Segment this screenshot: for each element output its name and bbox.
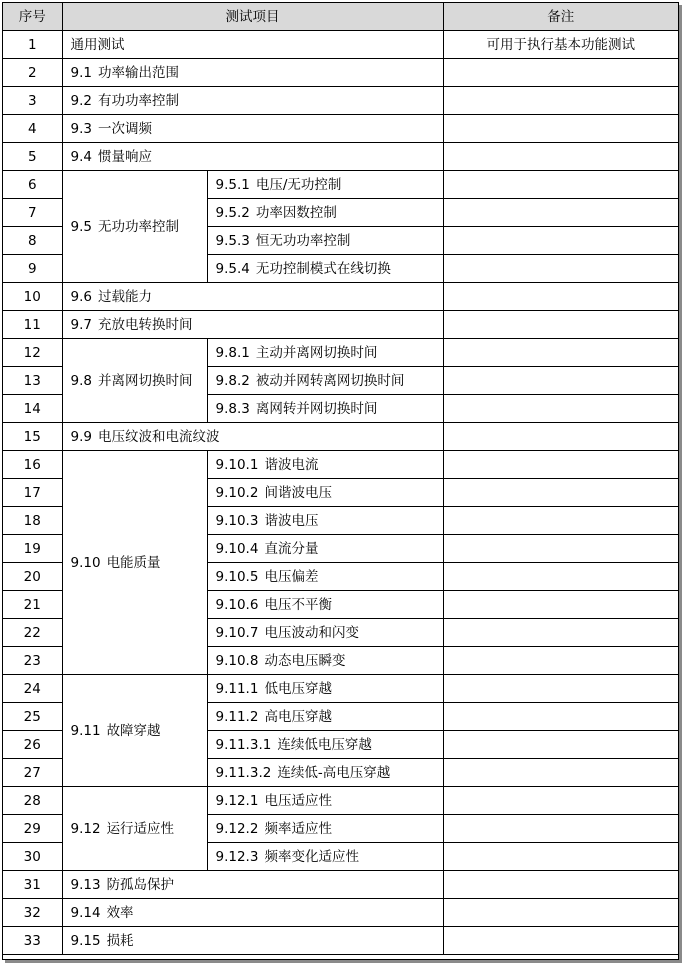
test-item-label: 效率: [106, 904, 134, 921]
remark-cell: [443, 199, 678, 227]
sub-item-label: 连续低电压穿越: [277, 736, 372, 753]
sub-item-label: 动态电压瞬变: [264, 652, 346, 669]
sub-item-label: 频率变化适应性: [264, 848, 359, 865]
test-item-cell: [62, 423, 443, 451]
test-item-cell: [62, 899, 443, 927]
remark-cell: [443, 871, 678, 899]
test-item-label: 充放电转换时间: [97, 316, 193, 333]
remark-cell: [443, 619, 678, 647]
clause-number: 9.5.1: [215, 176, 250, 193]
clause-number: 9.10.4: [215, 540, 259, 557]
remark-cell: [443, 311, 678, 339]
sub-item-cell: [207, 395, 443, 423]
test-item-cell: [62, 87, 443, 115]
header-remark: 备注: [443, 3, 678, 31]
test-item-label: 一次调频: [97, 120, 152, 137]
row-number: 1: [3, 31, 62, 59]
sub-item-cell: [207, 815, 443, 843]
clause-number: 9.8.2: [215, 372, 250, 389]
clause-number: 9.11.1: [215, 680, 259, 697]
table-row: [3, 899, 678, 927]
table-row: [3, 423, 678, 451]
remark-cell: [443, 227, 678, 255]
sub-item-label: 离网转并网切换时间: [255, 400, 378, 417]
clause-number: 9.10.2: [215, 484, 259, 501]
sub-item-cell: [207, 535, 443, 563]
remark-cell: [443, 591, 678, 619]
sub-item-cell: [207, 563, 443, 591]
row-number: 8: [3, 227, 62, 255]
table-row: [3, 787, 678, 815]
table-row: [3, 871, 678, 899]
test-item-label: 有功功率控制: [97, 92, 179, 109]
header-seq: 序号: [3, 3, 62, 31]
test-item-cell: [62, 143, 443, 171]
clause-number: 9.12: [70, 820, 101, 837]
remark-cell: [443, 87, 678, 115]
remark-cell: [443, 395, 678, 423]
sub-item-label: 谐波电流: [264, 456, 319, 473]
test-item-label: 惯量响应: [97, 148, 152, 165]
test-item-label: 防孤岛保护: [106, 876, 175, 893]
remark-cell: [443, 703, 678, 731]
clause-number: 9.12.2: [215, 820, 259, 837]
clause-number: 9.8.3: [215, 400, 250, 417]
row-number: 4: [3, 115, 62, 143]
clause-number: 9.10.5: [215, 568, 259, 585]
sub-item-cell: [207, 731, 443, 759]
remark-cell: [443, 563, 678, 591]
sub-item-label: 谐波电压: [264, 512, 319, 529]
sub-item-label: 频率适应性: [264, 820, 332, 837]
clause-number: 9.12.1: [215, 792, 259, 809]
sub-item-label: 间谐波电压: [264, 484, 332, 501]
clause-number: 9.3: [70, 120, 92, 137]
row-number: 30: [3, 843, 62, 871]
test-group-cell: [62, 787, 207, 871]
test-items-table-frame: [2, 2, 679, 960]
clause-number: 9.5.4: [215, 260, 250, 277]
clause-number: 9.1: [70, 64, 92, 81]
row-number: 32: [3, 899, 62, 927]
remark-cell: [443, 899, 678, 927]
clause-number: 9.5: [70, 218, 92, 235]
row-number: 33: [3, 927, 62, 955]
row-number: 11: [3, 311, 62, 339]
clause-number: 9.10: [70, 554, 101, 571]
row-number: 7: [3, 199, 62, 227]
sub-item-label: 电压/无功控制: [255, 176, 342, 193]
test-group-cell: [62, 339, 207, 423]
sub-item-label: 电压适应性: [264, 792, 332, 809]
sub-item-cell: [207, 227, 443, 255]
row-number: 24: [3, 675, 62, 703]
table-row: [3, 31, 678, 59]
remark-cell: [443, 675, 678, 703]
table-row: [3, 927, 678, 955]
clause-number: 9.5.2: [215, 204, 250, 221]
test-item-label: 损耗: [106, 932, 134, 949]
row-number: 26: [3, 731, 62, 759]
test-group-cell: [62, 675, 207, 787]
row-number: 18: [3, 507, 62, 535]
remark-cell: [443, 843, 678, 871]
row-number: 23: [3, 647, 62, 675]
clause-number: 9.10.8: [215, 652, 259, 669]
sub-item-cell: [207, 339, 443, 367]
row-number: 5: [3, 143, 62, 171]
table-header-row: [3, 3, 678, 31]
clause-number: 9.15: [70, 932, 101, 949]
clause-number: 9.6: [70, 288, 92, 305]
test-group-cell: [62, 171, 207, 283]
clause-number: 9.7: [70, 316, 92, 333]
test-group-label: 电能质量: [106, 554, 161, 571]
test-group-label: 并离网切换时间: [97, 372, 193, 389]
sub-item-label: 电压偏差: [264, 568, 319, 585]
row-number: 27: [3, 759, 62, 787]
sub-item-cell: [207, 199, 443, 227]
clause-number: 9.8: [70, 372, 92, 389]
remark-cell: [443, 647, 678, 675]
clause-number: 9.8.1: [215, 344, 250, 361]
sub-item-cell: [207, 675, 443, 703]
row-number: 20: [3, 563, 62, 591]
sub-item-label: 电压波动和闪变: [264, 624, 359, 641]
remark-cell: [443, 479, 678, 507]
sub-item-cell: [207, 367, 443, 395]
table-row: [3, 171, 678, 199]
remark-cell: [443, 59, 678, 87]
clause-number: 9.4: [70, 148, 92, 165]
row-number: 29: [3, 815, 62, 843]
clause-number: 9.11.3.1: [215, 736, 272, 753]
sub-item-label: 连续低-高电压穿越: [277, 764, 391, 781]
remark-cell: [443, 535, 678, 563]
sub-item-label: 无功控制模式在线切换: [255, 260, 391, 277]
remark-cell: 可用于执行基本功能测试: [443, 31, 678, 59]
table-body: [3, 31, 678, 955]
clause-number: 9.10.7: [215, 624, 259, 641]
row-number: 14: [3, 395, 62, 423]
clause-number: 9.11.3.2: [215, 764, 272, 781]
row-number: 10: [3, 283, 62, 311]
row-number: 25: [3, 703, 62, 731]
clause-number: 9.14: [70, 904, 101, 921]
clause-number: 9.10.6: [215, 596, 259, 613]
test-item-cell: [62, 59, 443, 87]
test-item-cell: [62, 311, 443, 339]
sub-item-label: 高电压穿越: [264, 708, 332, 725]
table-row: [3, 311, 678, 339]
sub-item-cell: [207, 255, 443, 283]
sub-item-label: 电压不平衡: [264, 596, 332, 613]
sub-item-cell: [207, 591, 443, 619]
remark-cell: [443, 927, 678, 955]
sub-item-cell: [207, 451, 443, 479]
test-group-label: 运行适应性: [106, 820, 175, 837]
remark-cell: [443, 115, 678, 143]
sub-item-label: 被动并网转离网切换时间: [255, 372, 405, 389]
test-item-cell: [62, 31, 443, 59]
remark-cell: [443, 759, 678, 787]
sub-item-cell: [207, 507, 443, 535]
remark-cell: [443, 283, 678, 311]
table-row: [3, 451, 678, 479]
table-row: [3, 87, 678, 115]
row-number: 3: [3, 87, 62, 115]
sub-item-cell: [207, 703, 443, 731]
sub-item-cell: [207, 171, 443, 199]
sub-item-label: 直流分量: [264, 540, 319, 557]
clause-number: 9.2: [70, 92, 92, 109]
row-number: 28: [3, 787, 62, 815]
clause-number: 9.9: [70, 428, 92, 445]
test-item-cell: [62, 115, 443, 143]
row-number: 16: [3, 451, 62, 479]
test-item-cell: [62, 927, 443, 955]
test-item-label: 电压纹波和电流纹波: [97, 428, 220, 445]
clause-number: 9.12.3: [215, 848, 259, 865]
clause-number: 9.10.1: [215, 456, 259, 473]
remark-cell: [443, 423, 678, 451]
clause-number: 9.11: [70, 722, 101, 739]
row-number: 9: [3, 255, 62, 283]
clause-number: 9.5.3: [215, 232, 250, 249]
row-number: 6: [3, 171, 62, 199]
test-item-cell: [62, 283, 443, 311]
sub-item-cell: [207, 843, 443, 871]
sub-item-label: 功率因数控制: [255, 204, 337, 221]
remark-cell: [443, 339, 678, 367]
sub-item-cell: [207, 787, 443, 815]
table-row: [3, 143, 678, 171]
test-item-label: 通用测试: [70, 36, 125, 53]
header-test-item: 测试项目: [62, 3, 443, 31]
remark-cell: [443, 787, 678, 815]
remark-cell: [443, 143, 678, 171]
sub-item-cell: [207, 619, 443, 647]
remark-cell: [443, 367, 678, 395]
remark-cell: [443, 815, 678, 843]
test-group-label: 无功功率控制: [97, 218, 179, 235]
row-number: 17: [3, 479, 62, 507]
sub-item-label: 主动并离网切换时间: [255, 344, 378, 361]
clause-number: 9.13: [70, 876, 101, 893]
test-item-label: 功率输出范围: [97, 64, 179, 81]
sub-item-label: 低电压穿越: [264, 680, 332, 697]
table-row: [3, 59, 678, 87]
remark-cell: [443, 451, 678, 479]
test-item-label: 过载能力: [97, 288, 152, 305]
remark-cell: [443, 507, 678, 535]
test-group-cell: [62, 451, 207, 675]
sub-item-cell: [207, 759, 443, 787]
row-number: 2: [3, 59, 62, 87]
row-number: 13: [3, 367, 62, 395]
row-number: 21: [3, 591, 62, 619]
row-number: 15: [3, 423, 62, 451]
remark-cell: [443, 171, 678, 199]
test-items-table: [3, 3, 678, 955]
table-row: [3, 283, 678, 311]
table-row: [3, 675, 678, 703]
sub-item-cell: [207, 479, 443, 507]
row-number: 12: [3, 339, 62, 367]
sub-item-label: 恒无功功率控制: [255, 232, 351, 249]
row-number: 31: [3, 871, 62, 899]
test-group-label: 故障穿越: [106, 722, 161, 739]
clause-number: 9.11.2: [215, 708, 259, 725]
row-number: 19: [3, 535, 62, 563]
remark-cell: [443, 255, 678, 283]
remark-cell: [443, 731, 678, 759]
table-row: [3, 339, 678, 367]
clause-number: 9.10.3: [215, 512, 259, 529]
test-item-cell: [62, 871, 443, 899]
sub-item-cell: [207, 647, 443, 675]
row-number: 22: [3, 619, 62, 647]
table-row: [3, 115, 678, 143]
